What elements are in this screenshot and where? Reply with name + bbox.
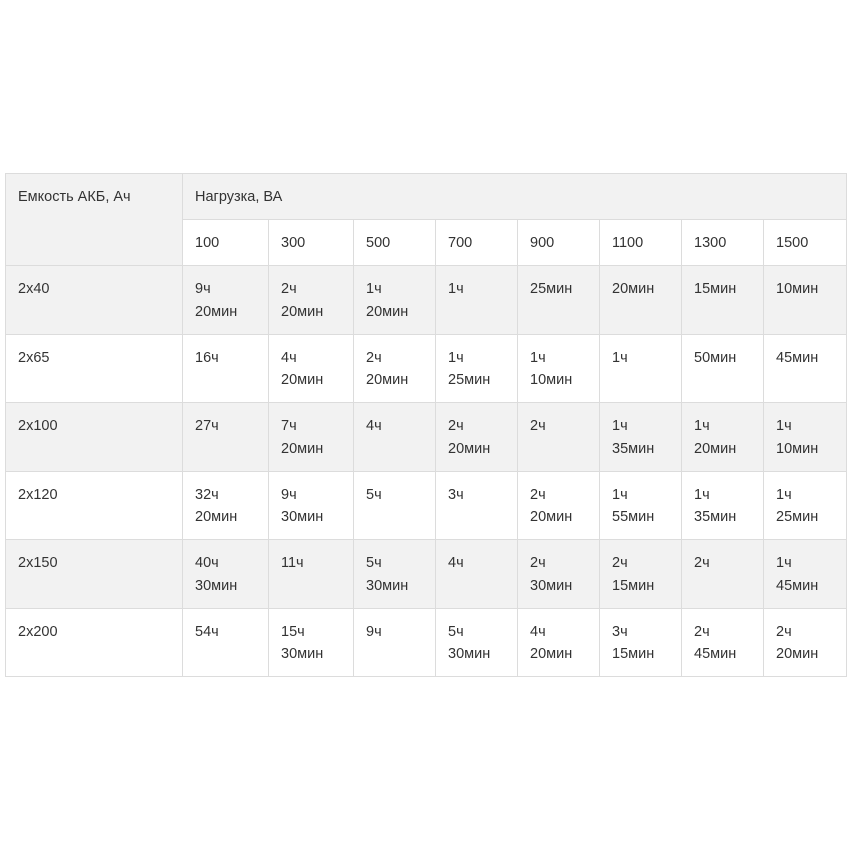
runtime-cell	[354, 266, 436, 335]
runtime-cell	[764, 266, 847, 335]
runtime-minutes: 25мин	[448, 372, 491, 388]
runtime-cell	[600, 540, 682, 609]
runtime-hours: 1ч	[612, 418, 628, 434]
runtime-cell	[436, 266, 518, 335]
runtime-cell	[436, 540, 518, 609]
runtime-minutes: 20мин	[195, 509, 238, 525]
runtime-hours: 11ч	[281, 555, 304, 571]
runtime-minutes: 15мин	[612, 577, 655, 594]
runtime-hours: 9ч	[366, 623, 382, 640]
runtime-minutes: 30мин	[366, 577, 409, 594]
table-row	[6, 334, 847, 403]
runtime-cell	[354, 608, 436, 677]
runtime-minutes: 20мин	[448, 440, 491, 457]
runtime-cell	[518, 540, 600, 609]
header-row	[6, 174, 847, 220]
runtime-cell	[436, 608, 518, 677]
runtime-cell	[269, 403, 354, 472]
runtime-hours: 1ч	[366, 281, 382, 297]
runtime-hours: 1ч	[694, 418, 710, 434]
runtime-cell	[518, 471, 600, 540]
runtime-cell	[518, 403, 600, 472]
table-row	[6, 608, 847, 677]
runtime-cell	[764, 608, 847, 677]
capacity-cell: 2х150	[6, 540, 183, 609]
table-row	[6, 403, 847, 472]
runtime-hours: 2ч	[694, 555, 710, 571]
runtime-hours: 3ч	[448, 486, 464, 503]
runtime-cell	[682, 403, 764, 472]
runtime-hours: 1ч	[530, 349, 546, 366]
runtime-minutes: 45мин	[694, 646, 737, 662]
runtime-cell	[354, 334, 436, 403]
runtime-hours: 2ч	[448, 418, 464, 434]
runtime-minutes: 10мин	[776, 440, 819, 457]
runtime-hours: 4ч	[366, 418, 382, 434]
load-header-cell: 500	[354, 220, 436, 266]
runtime-minutes: 25мин	[776, 509, 819, 525]
load-header-cell: 900	[518, 220, 600, 266]
runtime-minutes: 20мин	[281, 303, 324, 320]
runtime-cell	[354, 471, 436, 540]
runtime-cell	[269, 540, 354, 609]
runtime-minutes: 30мин	[281, 509, 324, 525]
runtime-hours: 45мин	[776, 349, 819, 366]
capacity-column-header: Емкость АКБ, Ач	[6, 174, 183, 266]
runtime-cell	[436, 471, 518, 540]
runtime-cell	[600, 471, 682, 540]
runtime-hours: 2ч	[612, 555, 628, 571]
runtime-hours: 50мин	[694, 349, 737, 366]
runtime-minutes: 30мин	[195, 577, 238, 594]
runtime-hours: 16ч	[195, 349, 219, 366]
runtime-hours: 15мин	[694, 281, 737, 297]
capacity-cell: 2х200	[6, 608, 183, 677]
runtime-hours: 4ч	[448, 555, 464, 571]
runtime-cell	[183, 471, 269, 540]
runtime-cell	[436, 403, 518, 472]
runtime-cell	[600, 608, 682, 677]
runtime-minutes: 45мин	[776, 577, 819, 594]
runtime-minutes: 20мин	[776, 646, 819, 662]
runtime-cell	[354, 403, 436, 472]
runtime-hours: 54ч	[195, 623, 219, 640]
runtime-minutes: 20мин	[366, 372, 409, 388]
load-column-header: Нагрузка, ВА	[183, 174, 847, 220]
runtime-minutes: 30мин	[448, 646, 491, 662]
runtime-cell	[183, 403, 269, 472]
runtime-hours: 1ч	[448, 281, 464, 297]
runtime-hours: 1ч	[448, 349, 464, 366]
runtime-hours: 1ч	[776, 486, 792, 503]
runtime-cell	[518, 334, 600, 403]
runtime-cell	[183, 266, 269, 335]
load-header-cell: 1500	[764, 220, 847, 266]
runtime-hours: 25мин	[530, 281, 573, 297]
runtime-hours: 2ч	[366, 349, 382, 366]
runtime-hours: 1ч	[776, 555, 792, 571]
runtime-hours: 2ч	[694, 623, 710, 640]
runtime-hours: 27ч	[195, 418, 219, 434]
runtime-hours: 1ч	[776, 418, 792, 434]
runtime-minutes: 15мин	[612, 646, 655, 662]
runtime-hours: 1ч	[612, 486, 628, 503]
runtime-hours: 20мин	[612, 281, 655, 297]
runtime-hours: 1ч	[612, 349, 628, 366]
runtime-cell	[600, 334, 682, 403]
runtime-cell	[269, 266, 354, 335]
runtime-cell	[600, 266, 682, 335]
capacity-cell: 2х120	[6, 471, 183, 540]
runtime-cell	[682, 608, 764, 677]
runtime-table	[5, 173, 847, 677]
table-row	[6, 540, 847, 609]
runtime-hours: 1ч	[694, 486, 710, 503]
runtime-hours: 40ч	[195, 555, 219, 571]
runtime-hours: 7ч	[281, 418, 297, 434]
runtime-hours: 3ч	[612, 623, 628, 640]
load-header-cell: 1100	[600, 220, 682, 266]
capacity-cell: 2х40	[6, 266, 183, 335]
runtime-cell	[600, 403, 682, 472]
runtime-cell	[682, 334, 764, 403]
runtime-hours: 5ч	[448, 623, 464, 640]
runtime-hours: 10мин	[776, 281, 819, 297]
runtime-minutes: 35мин	[612, 440, 655, 457]
runtime-hours: 4ч	[530, 623, 546, 640]
runtime-cell	[682, 266, 764, 335]
runtime-minutes: 20мин	[281, 372, 324, 388]
runtime-minutes: 30мин	[281, 646, 324, 662]
runtime-cell	[518, 266, 600, 335]
runtime-cell	[518, 608, 600, 677]
runtime-minutes: 20мин	[530, 509, 573, 525]
runtime-minutes: 20мин	[281, 440, 324, 457]
runtime-cell	[764, 334, 847, 403]
runtime-minutes: 55мин	[612, 509, 655, 525]
runtime-cell	[269, 334, 354, 403]
runtime-cell	[183, 540, 269, 609]
runtime-minutes: 20мин	[195, 303, 238, 320]
runtime-cell	[764, 540, 847, 609]
runtime-minutes: 10мин	[530, 372, 573, 388]
runtime-hours: 2ч	[281, 281, 297, 297]
runtime-cell	[764, 403, 847, 472]
runtime-hours: 2ч	[530, 486, 546, 503]
runtime-cell	[764, 471, 847, 540]
runtime-hours: 4ч	[281, 349, 297, 366]
table-row	[6, 266, 847, 335]
runtime-hours: 32ч	[195, 486, 219, 503]
runtime-minutes: 20мин	[694, 440, 737, 457]
runtime-hours: 9ч	[195, 281, 211, 297]
runtime-minutes: 20мин	[366, 303, 409, 320]
load-header-cell: 100	[183, 220, 269, 266]
load-header-cell: 700	[436, 220, 518, 266]
runtime-hours: 9ч	[281, 486, 297, 503]
runtime-hours: 5ч	[366, 555, 382, 571]
runtime-hours: 5ч	[366, 486, 382, 503]
runtime-cell	[682, 540, 764, 609]
runtime-minutes: 30мин	[530, 577, 573, 594]
runtime-cell	[183, 334, 269, 403]
capacity-cell: 2х100	[6, 403, 183, 472]
load-header-cell: 300	[269, 220, 354, 266]
capacity-cell: 2х65	[6, 334, 183, 403]
load-header-cell: 1300	[682, 220, 764, 266]
runtime-hours: 2ч	[776, 623, 792, 640]
runtime-cell	[183, 608, 269, 677]
runtime-minutes: 20мин	[530, 646, 573, 662]
runtime-minutes: 35мин	[694, 509, 737, 525]
runtime-cell	[269, 471, 354, 540]
table-row	[6, 471, 847, 540]
runtime-hours: 2ч	[530, 555, 546, 571]
runtime-cell	[682, 471, 764, 540]
runtime-hours: 15ч	[281, 623, 305, 640]
runtime-cell	[354, 540, 436, 609]
runtime-cell	[436, 334, 518, 403]
runtime-cell	[269, 608, 354, 677]
runtime-hours: 2ч	[530, 418, 546, 434]
